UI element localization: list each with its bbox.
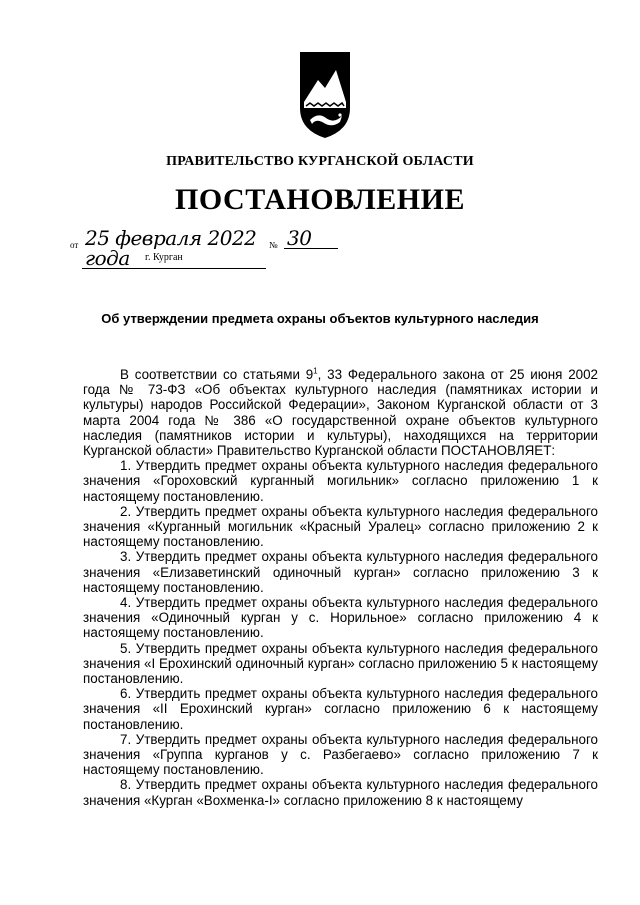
- list-item: 3. Утвердить предмет охраны объекта культурного наследия федерального значения «Елизаветинский одиночный курган» согласно приложению 3 к настоящему постановлению.: [83, 549, 598, 595]
- coat-of-arms-icon: [296, 50, 354, 140]
- list-item: 8. Утвердить предмет охраны объекта культурного наследия федерального значения «Курган «Вохменка-I» согласно приложению 8 к настоящему: [83, 777, 598, 808]
- preamble-text-end: , 33 Федерального закона от 25 июня 2002 года № 73-ФЗ «Об объектах культурного наследия (памятниках истории и культуры) народов Российской Федерации», Законом Курганской области от 3 марта 2004 года № 386 «О государственной охране объектов культурного наследия (памятников истории и культуры), находящихся на территории Курганской области» Правительство Курганской области ПОСТАНОВЛЯЕТ:: [83, 367, 598, 459]
- number-label: №: [269, 240, 278, 250]
- handwritten-number: 30: [284, 228, 338, 249]
- list-item: 6. Утвердить предмет охраны объекта культурного наследия федерального значения «II Ерохинский курган» согласно приложению 6 к настоящему постановлению.: [83, 686, 598, 732]
- superscript: 1: [313, 366, 318, 376]
- document-title: Об утверждении предмета охраны объектов культурного наследия: [101, 311, 539, 326]
- handwritten-date: 25 февраля 2022 года: [82, 228, 266, 269]
- list-item: 2. Утвердить предмет охраны объекта культурного наследия федерального значения «Курганный могильник «Красный Уралец» согласно приложению 2 к настоящему постановлению.: [83, 503, 598, 550]
- list-item: 7. Утвердить предмет охраны объекта культурного наследия федерального значения «Группа курганов у с. Разбегаево» согласно приложению 7 к настоящему постановлению.: [83, 731, 598, 778]
- preamble-text-start: В соответствии со статьями 9: [120, 367, 314, 382]
- document-body: [83, 367, 598, 808]
- document-meta: [70, 228, 370, 268]
- document-type: ПОСТАНОВЛЕНИЕ: [175, 183, 465, 216]
- list-item: 5. Утвердить предмет охраны объекта культурного наследия федерального значения «I Ерохинский одиночный курган» согласно приложению 5 к настоящему постановлению.: [83, 640, 598, 687]
- list-item: 4. Утвердить предмет охраны объекта культурного наследия федерального значения «Одиночный курган у с. Норильное» согласно приложению 4 к настоящему постановлению.: [83, 595, 598, 641]
- date-label: от: [70, 240, 79, 250]
- preamble-paragraph: [83, 367, 598, 458]
- city-label: г. Курган: [145, 252, 183, 263]
- list-item: 1. Утвердить предмет охраны объекта культурного наследия федерального значения «Гороховский курганный могильник» согласно приложению 1 к настоящему постановлению.: [83, 458, 598, 504]
- organization-name: ПРАВИТЕЛЬСТВО КУРГАНСКОЙ ОБЛАСТИ: [166, 154, 474, 169]
